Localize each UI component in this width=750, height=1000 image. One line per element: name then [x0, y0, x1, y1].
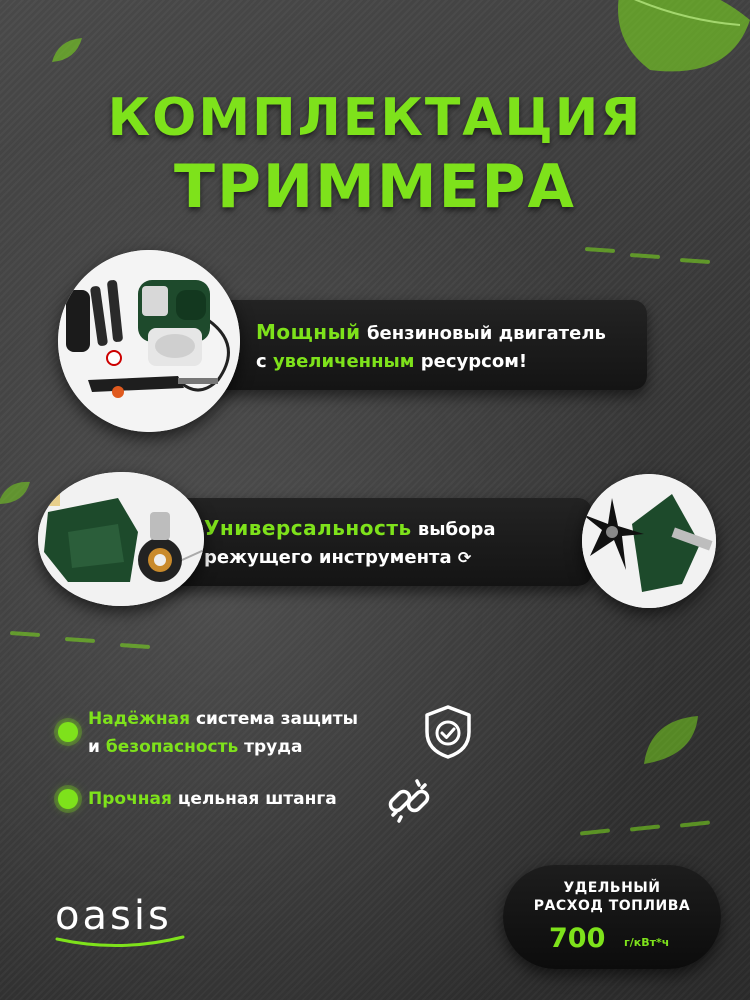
safety-text-3: труда: [244, 737, 303, 757]
leaf-left-middle: [0, 478, 32, 508]
universal-highlight: Универсальность: [204, 516, 412, 540]
blade-image: [582, 474, 716, 608]
refresh-icon: ⟳: [457, 548, 472, 567]
logo-swoosh: [55, 933, 185, 951]
fuel-unit: г/кВт*ч: [624, 936, 670, 949]
trimmer-head-image: [38, 472, 204, 606]
bullet-icon: [58, 722, 78, 742]
dash-decor: [585, 247, 615, 253]
safety-feature: [88, 705, 358, 761]
safety-text: система защиты: [195, 709, 358, 729]
leaf-top-right: [610, 0, 750, 90]
dash-decor: [120, 643, 150, 649]
engine-text-2: с: [256, 351, 267, 372]
page-title-line1: КОМПЛЕКТАЦИЯ: [107, 88, 643, 148]
shield-check-icon: [423, 704, 473, 760]
fuel-consumption-badge: [503, 865, 721, 969]
dash-decor: [580, 828, 610, 835]
shaft-feature: [88, 785, 337, 813]
engine-feature-pill: [210, 300, 647, 390]
universal-text-2: режущего инструмента: [204, 547, 452, 568]
fuel-label-line1: УДЕЛЬНЫЙ: [563, 880, 661, 896]
chain-link-icon: [385, 779, 433, 823]
engine-text: бензиновый двигатель: [366, 323, 606, 344]
safety-text-2: и: [88, 737, 100, 757]
dash-decor: [10, 631, 40, 637]
shaft-text: цельная штанга: [177, 789, 337, 809]
safety-highlight: Надёжная: [88, 709, 191, 729]
page-title-line2: ТРИММЕРА: [174, 152, 576, 222]
dash-decor: [680, 258, 710, 264]
engine-highlight-2: увеличенным: [272, 351, 415, 372]
leaf-right-lower: [640, 712, 702, 768]
shaft-highlight: Прочная: [88, 789, 172, 809]
bullet-icon: [58, 789, 78, 809]
dash-decor: [65, 637, 95, 643]
engine-highlight: Мощный: [256, 320, 361, 344]
fuel-label-line2: РАСХОД ТОПЛИВА: [533, 898, 691, 914]
engine-text-3: ресурсом!: [420, 351, 528, 372]
fuel-value: 700: [549, 923, 606, 954]
engine-image: [58, 250, 240, 432]
oasis-logo: oasis: [55, 893, 172, 939]
universal-text: выбора: [417, 519, 496, 540]
leaf-small-top-left: [50, 36, 84, 66]
universal-feature-pill: [160, 498, 592, 586]
safety-highlight-2: безопасность: [105, 737, 239, 757]
dash-decor: [680, 820, 710, 827]
dash-decor: [630, 824, 660, 831]
dash-decor: [630, 253, 660, 259]
